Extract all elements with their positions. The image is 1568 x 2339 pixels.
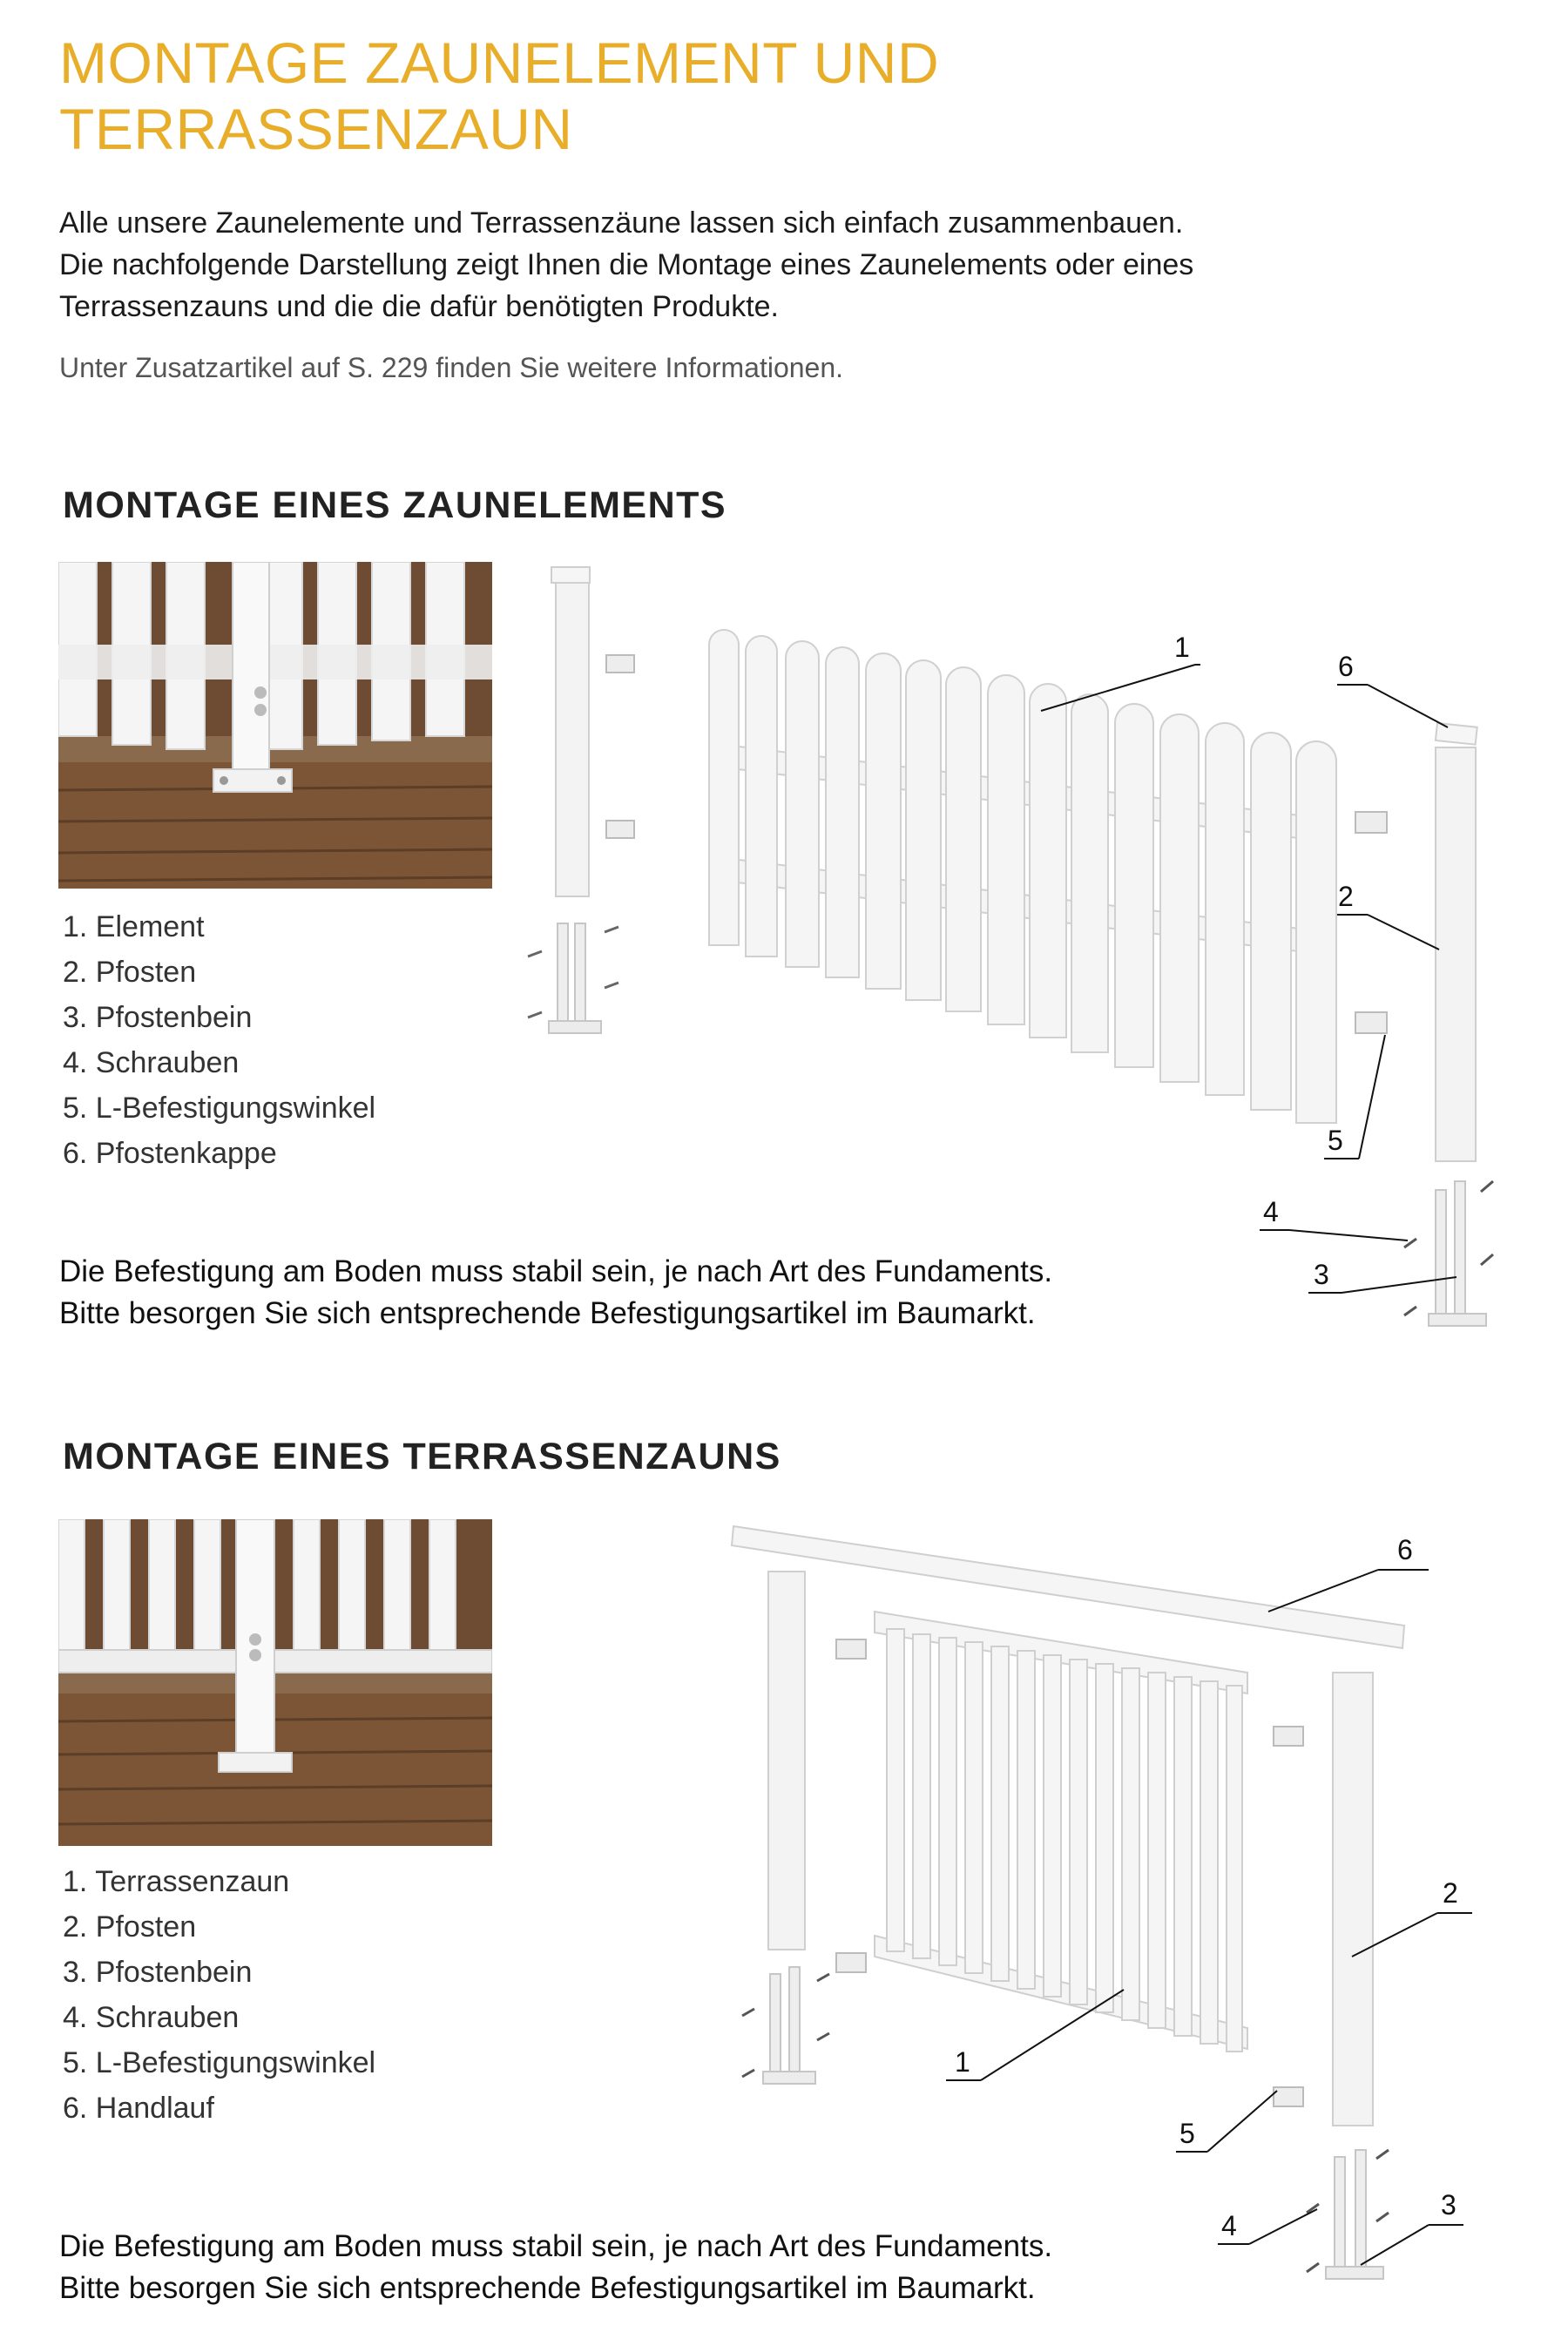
- legend-item: 4. Schrauben: [63, 2001, 240, 2034]
- footer-line-1: Die Befestigung am Boden muss stabil sein, je nach Art des Fundaments.: [59, 1254, 1053, 1288]
- section-heading-zaunelement: MONTAGE EINES ZAUNELEMENTS: [63, 484, 727, 526]
- legend-item: 2. Pfosten: [63, 956, 197, 989]
- handrail: [732, 1526, 1404, 1648]
- left-brackets: [836, 1639, 866, 1972]
- legend-item: 3. Pfostenbein: [63, 1956, 253, 1989]
- right-screws: [1404, 1181, 1493, 1315]
- footer-line-2: Bitte besorgen Sie sich entsprechende Befestigungsartikel im Baumarkt.: [59, 1296, 1036, 1330]
- title-line-2: TERRASSENZAUN: [59, 97, 573, 161]
- left-screws: [528, 927, 618, 1017]
- intro-line-2: Die nachfolgende Darstellung zeigt Ihnen die Montage eines Zaunelements oder eines: [59, 248, 1194, 281]
- legend-item: 2. Pfosten: [63, 1910, 197, 1944]
- legend-item: 5. L-Befestigungswinkel: [63, 1092, 376, 1125]
- title-line-1: MONTAGE ZAUNELEMENT UND: [59, 30, 940, 95]
- callout-2: 2: [1338, 881, 1354, 912]
- right-brackets: [1274, 1727, 1303, 2106]
- callout-5: 5: [1179, 2118, 1195, 2149]
- terrassenzaun-diagram: [0, 1481, 1568, 2339]
- intro-line-1: Alle unsere Zaunelemente und Terrassenzäune lassen sich einfach zusammenbauen.: [59, 206, 1184, 240]
- left-post: [763, 1572, 815, 2084]
- intro-line-3: Terrassenzauns und die die dafür benötigten Produkte.: [59, 290, 779, 323]
- intro-note: Unter Zusatzartikel auf S. 229 finden Sie weitere Informationen.: [59, 352, 844, 383]
- legend-item: 4. Schrauben: [63, 1046, 240, 1079]
- legend-item: 6. Pfostenkappe: [63, 1137, 277, 1170]
- picket-element: [709, 630, 1336, 1123]
- legend-item: 6. Handlauf: [63, 2092, 214, 2125]
- right-post: [1429, 723, 1486, 1326]
- footer-line-1: Die Befestigung am Boden muss stabil sein, je nach Art des Fundaments.: [59, 2229, 1053, 2263]
- left-post: [549, 567, 601, 1033]
- callout-3: 3: [1441, 2189, 1456, 2221]
- right-post: [1326, 1673, 1383, 2279]
- right-screws: [1307, 2150, 1389, 2272]
- legend-item: 5. L-Befestigungswinkel: [63, 2046, 376, 2079]
- legend-item: 1. Element: [63, 910, 205, 943]
- callout-5: 5: [1328, 1125, 1343, 1156]
- left-brackets: [606, 655, 634, 838]
- legend-item: 3. Pfostenbein: [63, 1001, 253, 1034]
- callout-1: 1: [955, 2046, 970, 2078]
- callout-4: 4: [1263, 1196, 1279, 1227]
- left-screws: [742, 1974, 829, 2077]
- legend-item: 1. Terrassenzaun: [63, 1865, 290, 1898]
- callout-3: 3: [1314, 1259, 1329, 1290]
- baluster-panel: [875, 1612, 1247, 2052]
- section-heading-terrassenzaun: MONTAGE EINES TERRASSENZAUNS: [63, 1436, 781, 1477]
- callout-2: 2: [1443, 1877, 1458, 1909]
- callout-6: 6: [1338, 651, 1354, 682]
- footer-line-2: Bitte besorgen Sie sich entsprechende Befestigungsartikel im Baumarkt.: [59, 2271, 1036, 2305]
- callout-6: 6: [1397, 1534, 1413, 1565]
- callout-1: 1: [1174, 632, 1190, 663]
- callout-4: 4: [1221, 2210, 1237, 2241]
